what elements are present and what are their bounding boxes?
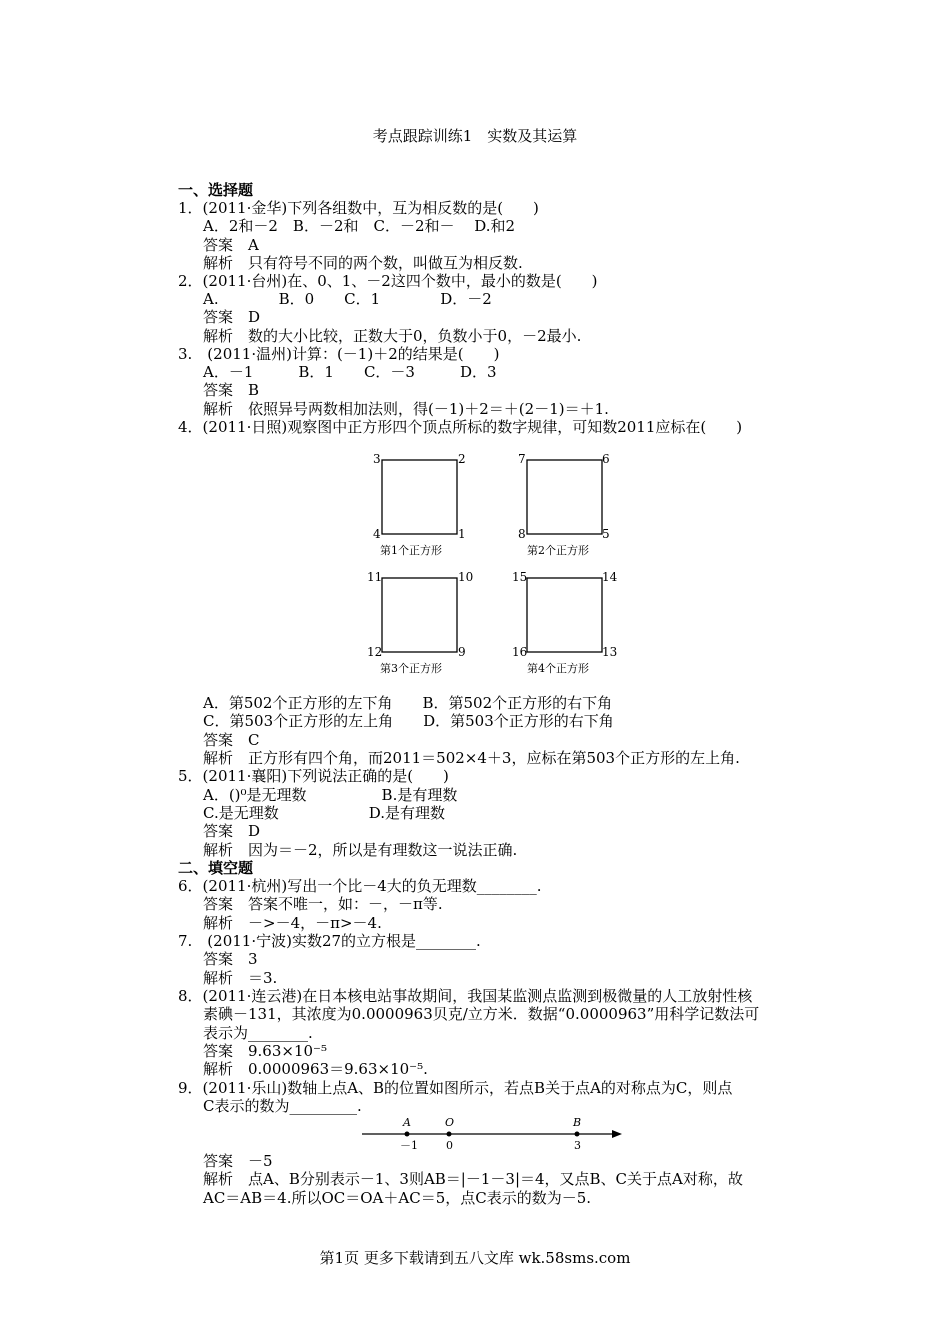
squares-figure [355, 448, 625, 678]
q2-answer: 答案 D [203, 308, 261, 326]
q6-answer: 答案 答案不唯一，如：－，－π等. [203, 895, 443, 913]
square-4 [527, 578, 602, 652]
corner-label: 15 [512, 570, 528, 584]
q5-analysis: 解析 因为＝－2，所以是有理数这一说法正确. [203, 841, 518, 859]
question-6: 6．(2011·杭州)写出一个比－4大的负无理数________. [178, 877, 542, 895]
question-4: 4．(2011·日照)观察图中正方形四个顶点所标的数字规律，可知数2011应标在( ) [178, 418, 743, 436]
question-8-cont: 素碘－131，其浓度为0.0000963贝克/立方米．数据“0.0000963”用科学记数法可 [203, 1005, 760, 1023]
corner-label: 1 [458, 527, 466, 541]
q1-answer: 答案 A [203, 236, 259, 254]
q6-analysis: 解析 －>－4，－π>－4. [203, 914, 382, 932]
corner-label: 5 [602, 527, 610, 541]
point-a [405, 1132, 410, 1137]
corner-label: 10 [458, 570, 474, 584]
square-caption: 第2个正方形 [527, 544, 589, 557]
q3-answer: 答案 B [203, 381, 260, 399]
number-line-figure [360, 1115, 625, 1155]
corner-label: 2 [458, 452, 466, 466]
point-label: A [403, 1116, 411, 1129]
question-8: 8．(2011·连云港)在日本核电站事故期间，我国某监测点监测到极微量的人工放射性核 [178, 987, 753, 1005]
point-b [575, 1132, 580, 1137]
point-o [447, 1132, 452, 1137]
q7-answer: 答案 3 [203, 950, 258, 968]
question-2: 2．(2011·台州)在、0、1、－2这四个数中，最小的数是( ) [178, 272, 598, 290]
q9-answer: 答案 －5 [203, 1152, 273, 1170]
q4-options-cd: C．第503个正方形的左上角 D．第503个正方形的右下角 [203, 712, 614, 730]
q4-options-ab: A．第502个正方形的左下角 B．第502个正方形的右下角 [203, 694, 613, 712]
corner-label: 11 [367, 570, 383, 584]
question-7: 7. (2011·宁波)实数27的立方根是________. [178, 932, 481, 950]
square-caption: 第1个正方形 [380, 544, 442, 557]
q9-analysis-cont: AC＝AB＝4.所以OC＝OA＋AC＝5，点C表示的数为－5. [203, 1189, 592, 1207]
q8-answer: 答案 9.63×10⁻⁵ [203, 1042, 327, 1060]
q1-options: A．2和－2 B．－2和 C．－2和－ D.和2 [203, 217, 516, 235]
page-footer: 第1页 更多下载请到五八文库 wk.58sms.com [319, 1249, 631, 1267]
point-label: O [445, 1116, 455, 1129]
q3-analysis: 解析 依照异号两数相加法则，得(－1)＋2＝＋(2－1)＝＋1. [203, 400, 609, 418]
q1-analysis: 解析 只有符号不同的两个数，叫做互为相反数. [203, 254, 523, 272]
corner-label: 16 [512, 645, 528, 659]
question-3: 3. (2011·温州)计算：(－1)＋2的结果是( ) [178, 345, 500, 363]
square-3 [382, 578, 457, 652]
point-value: 3 [574, 1139, 581, 1152]
question-1: 1．(2011·金华)下列各组数中，互为相反数的是( ) [178, 199, 539, 217]
square-caption: 第4个正方形 [527, 662, 589, 675]
question-8-cont: 表示为________. [203, 1024, 313, 1042]
section-heading: 一、选择题 [178, 181, 254, 199]
q4-answer: 答案 C [203, 731, 260, 749]
page-title: 考点跟踪训练1 实数及其运算 [372, 127, 578, 145]
question-9: 9．(2011·乐山)数轴上点A、B的位置如图所示，若点B关于点A的对称点为C，则点 [178, 1079, 733, 1097]
q7-analysis: 解析 ＝3. [203, 969, 278, 987]
point-value: 0 [446, 1139, 453, 1152]
q5-options-ab: A．()⁰是无理数 B.是有理数 [203, 786, 458, 804]
q3-options: A．－1 B．1 C．－3 D．3 [203, 363, 497, 381]
q9-analysis: 解析 点A、B分别表示－1、3则AB＝|－1－3|＝4，又点B、C关于点A对称，故 [203, 1170, 743, 1188]
section-heading: 二、填空题 [178, 859, 254, 877]
square-caption: 第3个正方形 [380, 662, 442, 675]
question-5: 5．(2011·襄阳)下列说法正确的是( ) [178, 767, 449, 785]
corner-label: 8 [518, 527, 526, 541]
corner-label: 3 [373, 452, 381, 466]
corner-label: 6 [602, 452, 610, 466]
corner-label: 4 [373, 527, 381, 541]
q8-analysis: 解析 0.0000963＝9.63×10⁻⁵. [203, 1060, 428, 1078]
corner-label: 9 [458, 645, 466, 659]
q5-answer: 答案 D [203, 822, 261, 840]
corner-label: 14 [602, 570, 618, 584]
corner-label: 12 [367, 645, 383, 659]
q4-analysis: 解析 正方形有四个角，而2011＝502×4＋3，应标在第503个正方形的左上角. [203, 749, 740, 767]
square-2 [527, 460, 602, 534]
point-value: －1 [400, 1139, 418, 1152]
corner-label: 13 [602, 645, 618, 659]
point-label: B [573, 1116, 582, 1129]
q2-analysis: 解析 数的大小比较，正数大于0，负数小于0，－2最小. [203, 327, 582, 345]
q5-options-cd: C.是无理数 D.是有理数 [203, 804, 445, 822]
question-9-cont: C表示的数为_________. [203, 1097, 362, 1115]
corner-label: 7 [518, 452, 526, 466]
square-1 [382, 460, 457, 534]
arrow-icon [612, 1130, 622, 1138]
q2-options: A. B．0 C．1 D．－2 [203, 290, 492, 308]
